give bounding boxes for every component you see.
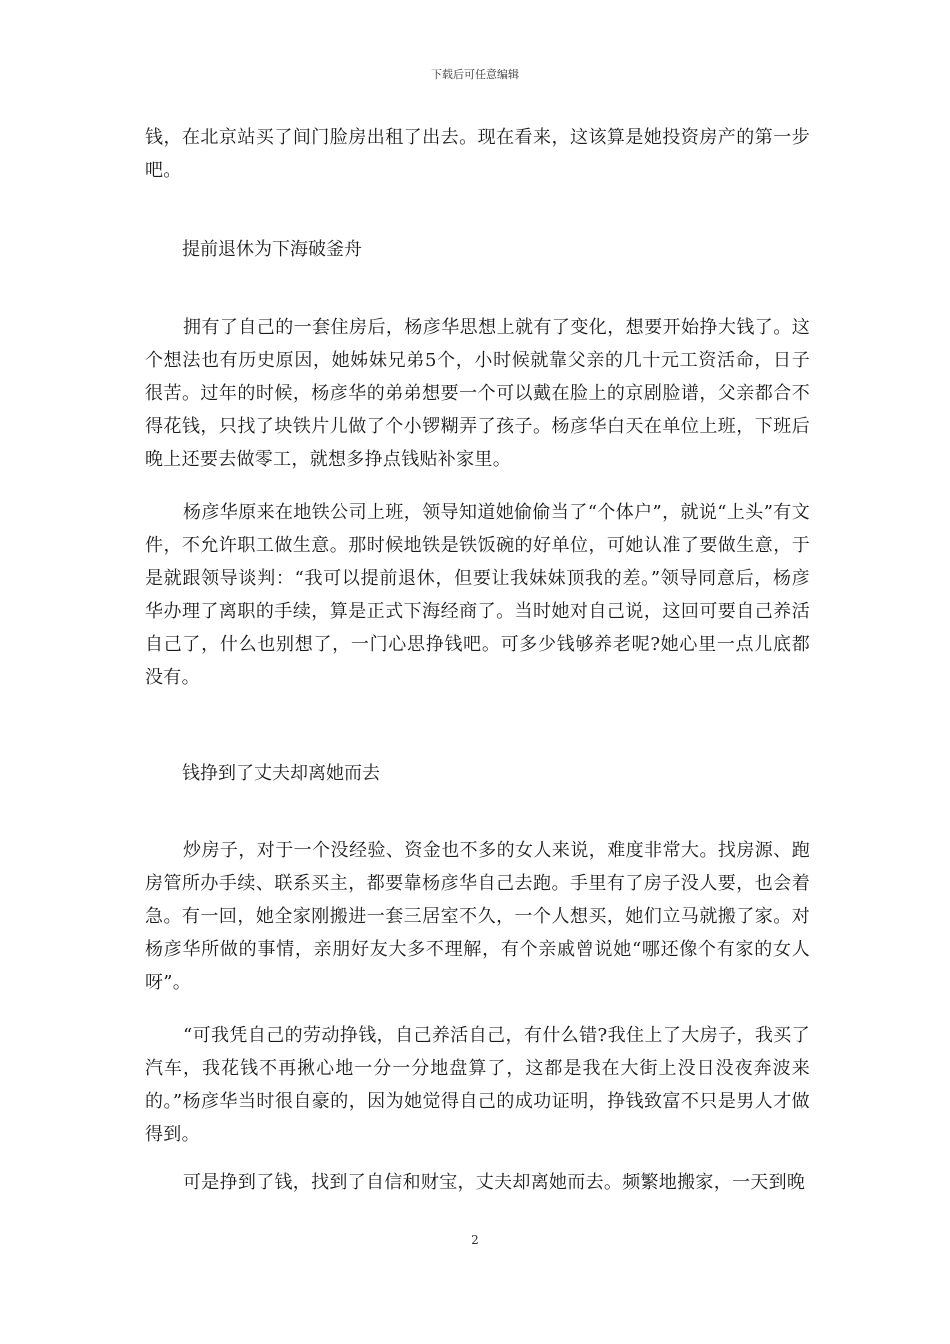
page-number: 2 xyxy=(471,1233,479,1247)
paragraph: 拥有了自己的一套住房后，杨彦华思想上就有了变化，想要开始挣大钱了。这个想法也有历史原因，她姊妹兄弟5个，小时候就靠父亲的几十元工资活命，日子很苦。过年的时候，杨彦华的弟弟想要一个可以戴在脸上的京剧脸谱，父亲都合不得花钱，只找了块铁片儿做了个小锣糊弄了孩子。杨彦华白天在单位上班，下班后晚上还要去做零工，就想多挣点钱贴补家里。 xyxy=(145,317,810,470)
page-header: 下载后可任意编辑 xyxy=(431,68,519,81)
paragraph: 杨彦华原来在地铁公司上班，领导知道她偷偷当了“个体户”，就说“上头”有文件，不允许职工做生意。那时候地铁是铁饭碗的好单位，可她认准了要做生意，于是就跟领导谈判：“我可以提前退休，但要让我妹妹顶我的差。”领导同意后，杨彦华办理了离职的手续，算是正式下海经商了。当时她对自己说，这回可要自己养活自己了，什么也别想了，一门心思挣钱吧。可多少钱够养老呢?她心里一点儿底都没有。 xyxy=(145,502,810,688)
paragraph: “可我凭自己的劳动挣钱，自己养活自己，有什么错?我住上了大房子，我买了汽车，我花钱不再揪心地一分一分地盘算了，这都是我在大街上没日没夜奔波来的。”杨彦华当时很自豪的，因为她觉得自己的成功证明，挣钱致富不只是男人才做得到。 xyxy=(145,1025,810,1145)
paragraph: 炒房子，对于一个没经验、资金也不多的女人来说，难度非常大。找房源、跑房管所办手续、联系买主，都要靠杨彦华自己去跑。手里有了房子没人要，也会着急。有一回，她全家刚搬进一套三居室不久，一个人想买，她们立马就搬了家。对杨彦华所做的事情，亲朋好友大多不理解，有个亲戚曾说她“哪还像个有家的女人呀”。 xyxy=(145,840,810,993)
section-heading-husband-left: 钱挣到了丈夫却离她而去 xyxy=(182,763,380,784)
section-heading-early-retirement: 提前退休为下海破釜舟 xyxy=(182,239,362,260)
paragraph: 可是挣到了钱，找到了自信和财宝，丈夫却离她而去。频繁地搬家，一天到晚 xyxy=(183,1172,806,1193)
paragraph-continuation: 钱，在北京站买了间门脸房出租了出去。现在看来，这该算是她投资房产的第一步吧。 xyxy=(145,127,810,181)
